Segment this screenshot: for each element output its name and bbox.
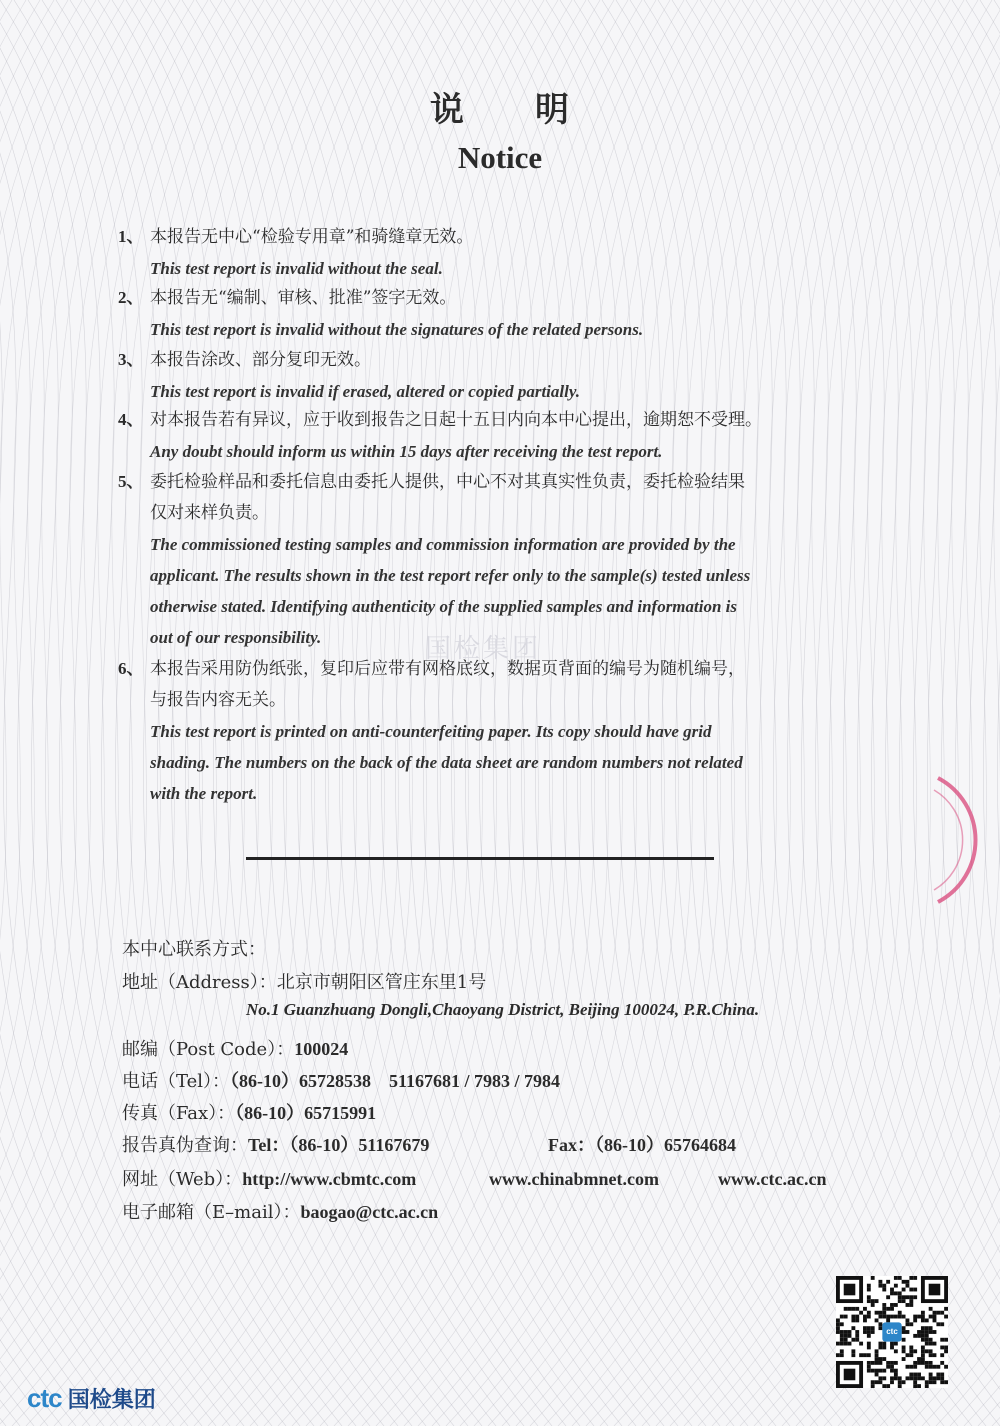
item-number: 3、 — [118, 350, 144, 369]
item-text-cn: 本报告涂改、部分复印无效。 — [150, 350, 371, 370]
item-text-en: shading. The numbers on the back of the data sheet are random numbers not related — [150, 753, 743, 772]
item-number: 4、 — [118, 410, 144, 429]
tel-label: 电话（Tel）： — [122, 1071, 231, 1092]
item-number: 5、 — [118, 472, 144, 491]
contact-address — [122, 967, 486, 999]
notice-item-1 — [118, 222, 893, 284]
address-label: 地址（Address）： — [122, 972, 277, 993]
notice-item-3 — [118, 345, 893, 407]
web-link-3[interactable]: www.ctc.ac.cn — [718, 1169, 827, 1189]
notice-item-4 — [118, 405, 893, 467]
company-logo — [27, 1383, 156, 1414]
web-link-2[interactable]: www.chinabmnet.com — [489, 1169, 659, 1189]
item-number: 1、 — [118, 227, 144, 246]
fax-label: 传真（Fax）： — [122, 1103, 236, 1124]
tel-value: （86-10）65728538 51167681 / 7983 / 7984 — [230, 1071, 561, 1091]
contact-tel — [122, 1065, 560, 1098]
item-text-en: Any doubt should inform us within 15 days after receiving the test report. — [150, 442, 663, 461]
web-link-1[interactable]: http://www.cbmtc.com — [242, 1169, 417, 1189]
section-divider — [246, 857, 714, 860]
watermark-text: 国检集团 — [425, 634, 542, 664]
ctc-logo-mark: ctc — [27, 1383, 62, 1413]
item-text-en: This test report is invalid without the signatures of the related persons. — [150, 320, 644, 339]
verify-label: 报告真伪查询： — [122, 1135, 248, 1156]
postcode-label: 邮编（Post Code）： — [122, 1039, 295, 1060]
item-text-cn: 与报告内容无关。 — [150, 690, 286, 710]
item-text-en: The commissioned testing samples and commission information are provided by the — [150, 535, 736, 554]
email-label: 电子邮箱（E–mail）： — [122, 1202, 301, 1223]
notice-item-6 — [118, 654, 893, 809]
qr-code[interactable] — [836, 1276, 948, 1388]
contact-web-2 — [489, 1163, 659, 1196]
address-cn: 北京市朝阳区管庄东里1号 — [276, 972, 487, 993]
item-text-cn: 对本报告若有异议，应于收到报告之日起十五日内向本中心提出，逾期恕不受理。 — [150, 410, 762, 430]
contact-verify-fax — [548, 1129, 736, 1162]
item-text-en: This test report is printed on anti-counterfeiting paper. Its copy should have grid — [150, 722, 712, 741]
item-text-en: with the report. — [150, 784, 258, 803]
item-text-en: otherwise stated. Identifying authenticity of the supplied samples and information is — [150, 597, 738, 616]
contact-verify — [122, 1129, 429, 1162]
contact-email — [122, 1196, 438, 1229]
page-title-cn: 说 明 — [430, 90, 570, 130]
item-text-en: This test report is invalid if erased, altered or copied partially. — [150, 382, 581, 401]
item-text-en: This test report is invalid without the seal. — [150, 259, 443, 278]
page-title-en: Notice — [457, 140, 543, 175]
contact-postcode — [122, 1033, 348, 1066]
item-text-cn: 仅对来样负责。 — [150, 503, 269, 523]
item-text-cn: 本报告采用防伪纸张，复印后应带有网格底纹，数据页背面的编号为随机编号， — [150, 659, 745, 679]
qr-center-label: ctc — [886, 1326, 898, 1336]
contact-fax — [122, 1097, 376, 1130]
contact-web — [122, 1163, 416, 1196]
seal-stamp-fragment — [930, 770, 990, 910]
item-text-cn: 本报告无中心“检验专用章”和骑缝章无效。 — [150, 227, 474, 247]
logo-name: 国检集团 — [67, 1387, 156, 1412]
email-value[interactable]: baogao@ctc.ac.cn — [300, 1202, 439, 1222]
item-number: 6、 — [118, 659, 144, 678]
verify-fax: Fax：（86-10）65764684 — [548, 1135, 736, 1155]
item-number: 2、 — [118, 288, 144, 307]
item-text-en: out of our responsibility. — [150, 628, 322, 647]
verify-tel: Tel：（86-10）51167679 — [248, 1135, 430, 1155]
notice-item-2 — [118, 283, 893, 345]
item-text-en: applicant. The results shown in the test report refer only to the sample(s) tested unless — [150, 566, 751, 585]
web-label: 网址（Web）： — [122, 1169, 243, 1190]
postcode-value: 100024 — [294, 1039, 349, 1059]
item-text-cn: 委托检验样品和委托信息由委托人提供，中心不对其真实性负责，委托检验结果 — [150, 472, 745, 492]
notice-item-5 — [118, 467, 893, 653]
contact-heading: 本中心联系方式： — [122, 939, 266, 960]
contact-web-3 — [718, 1163, 826, 1196]
address-en: No.1 Guanzhuang Dongli,Chaoyang District, Beijing 100024, P.R.China. — [246, 1000, 760, 1019]
fax-value: （86-10）65715991 — [235, 1103, 377, 1123]
item-text-cn: 本报告无“编制、审核、批准”签字无效。 — [150, 288, 457, 308]
